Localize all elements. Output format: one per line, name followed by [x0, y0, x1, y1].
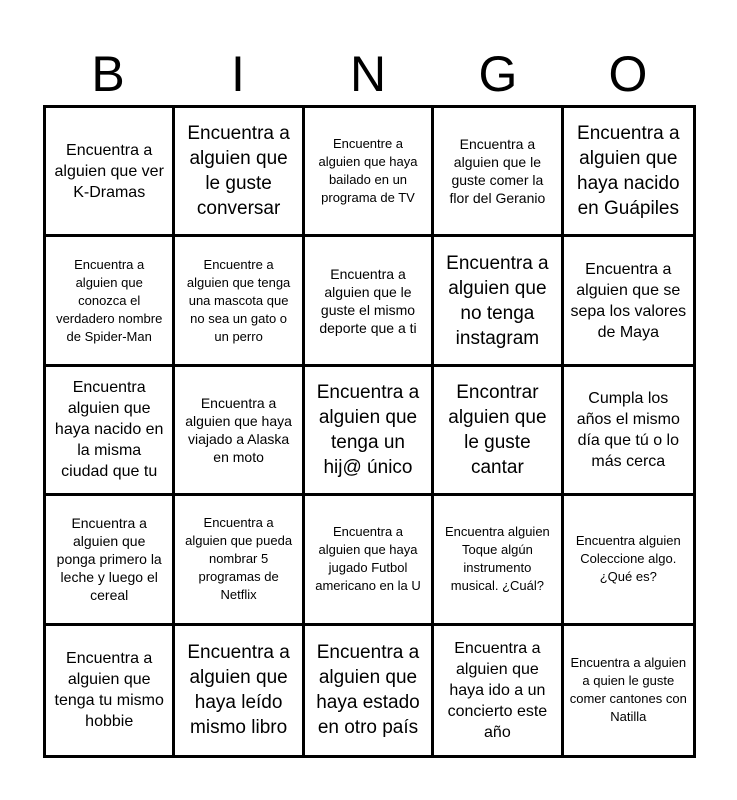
header-letter-b: B: [91, 46, 125, 102]
bingo-header: [43, 45, 693, 103]
bingo-cell[interactable]: [434, 496, 563, 625]
cell-text: Encuentra alguien que haya nacido en la misma ciudad que tu: [54, 379, 164, 481]
bingo-cell[interactable]: [434, 108, 563, 237]
cell-text: Encuentre a alguien que tenga una mascota que no sea un gato o un perro: [186, 256, 291, 344]
cell-text: Encontrar alguien que le guste cantar: [448, 381, 547, 478]
bingo-cell[interactable]: [305, 237, 434, 366]
cell-text: Encuentre a alguien que haya bailado en un programa de TV: [318, 136, 418, 206]
header-letter-o: O: [608, 46, 648, 102]
cell-text: Encuentra a alguien que haya nacido en Guápiles: [577, 123, 680, 220]
header-letter-g: G: [478, 46, 518, 102]
bingo-cell[interactable]: [175, 367, 304, 496]
cell-text: Encuentra alguien Coleccione algo. ¿Qué es?: [575, 533, 681, 585]
cell-text: Encuentra alguien Toque algún instrumento musical. ¿Cuál?: [444, 524, 550, 594]
bingo-cell[interactable]: [434, 626, 563, 755]
cell-text: Encuentra a alguien que pueda nombrar 5 programas de Netflix: [185, 515, 293, 603]
cell-text: Encuentra a alguien a quien le guste comer cantones con Natilla: [569, 655, 687, 725]
cell-text: Encuentra a alguien que se sepa los valores de Maya: [570, 260, 687, 341]
cell-text: Encuentra a alguien que le guste comer la flor del Geranio: [449, 136, 546, 207]
bingo-cell[interactable]: [46, 496, 175, 625]
header-letter-n: N: [349, 46, 387, 102]
bingo-cell[interactable]: [175, 496, 304, 625]
bingo-cell[interactable]: [175, 237, 304, 366]
cell-text: Encuentra a alguien que no tenga instagram: [446, 252, 549, 349]
cell-text: Encuentra a alguien que haya viajado a Alaska en moto: [185, 394, 292, 465]
cell-text: Encuentra a alguien que tenga un hij@ único: [316, 381, 420, 478]
cell-text: Encuentra a alguien que haya ido a un concierto este año: [447, 639, 548, 741]
cell-text: Encuentra a alguien que le guste el mismo deporte que a ti: [319, 265, 417, 336]
cell-text: Encuentra a alguien que le guste conversar: [187, 123, 290, 220]
bingo-cell[interactable]: [305, 108, 434, 237]
cell-text: Encuentra a alguien que haya jugado Futbol americano en la U: [315, 524, 421, 594]
bingo-grid: [43, 105, 696, 758]
bingo-cell[interactable]: [46, 367, 175, 496]
bingo-cell[interactable]: [46, 626, 175, 755]
bingo-cell[interactable]: [305, 367, 434, 496]
cell-text: Encuentra a alguien que haya leído mismo libro: [187, 642, 290, 739]
cell-text: Encuentra a alguien que ponga primero la leche y luego el cereal: [56, 515, 162, 604]
cell-text: Encuentra a alguien que tenga tu mismo hobbie: [54, 650, 164, 731]
cell-text: Encuentra a alguien que ver K-Dramas: [54, 141, 164, 201]
bingo-cell[interactable]: [305, 626, 434, 755]
bingo-cell[interactable]: [564, 367, 693, 496]
cell-text: Encuentra a alguien que conozca el verdadero nombre de Spider-Man: [56, 256, 163, 344]
bingo-cell[interactable]: [564, 108, 693, 237]
bingo-cell[interactable]: [434, 237, 563, 366]
bingo-cell[interactable]: [46, 108, 175, 237]
bingo-cell[interactable]: [564, 626, 693, 755]
bingo-cell[interactable]: [434, 367, 563, 496]
bingo-cell[interactable]: [175, 108, 304, 237]
bingo-cell[interactable]: [175, 626, 304, 755]
bingo-cell[interactable]: [564, 496, 693, 625]
bingo-cell[interactable]: [46, 237, 175, 366]
header-letter-i: I: [231, 46, 245, 102]
bingo-cell[interactable]: [564, 237, 693, 366]
cell-text: Cumpla los años el mismo día que tú o lo más cerca: [576, 389, 680, 470]
bingo-cell[interactable]: [305, 496, 434, 625]
cell-text: Encuentra a alguien que haya estado en otro país: [316, 642, 420, 739]
